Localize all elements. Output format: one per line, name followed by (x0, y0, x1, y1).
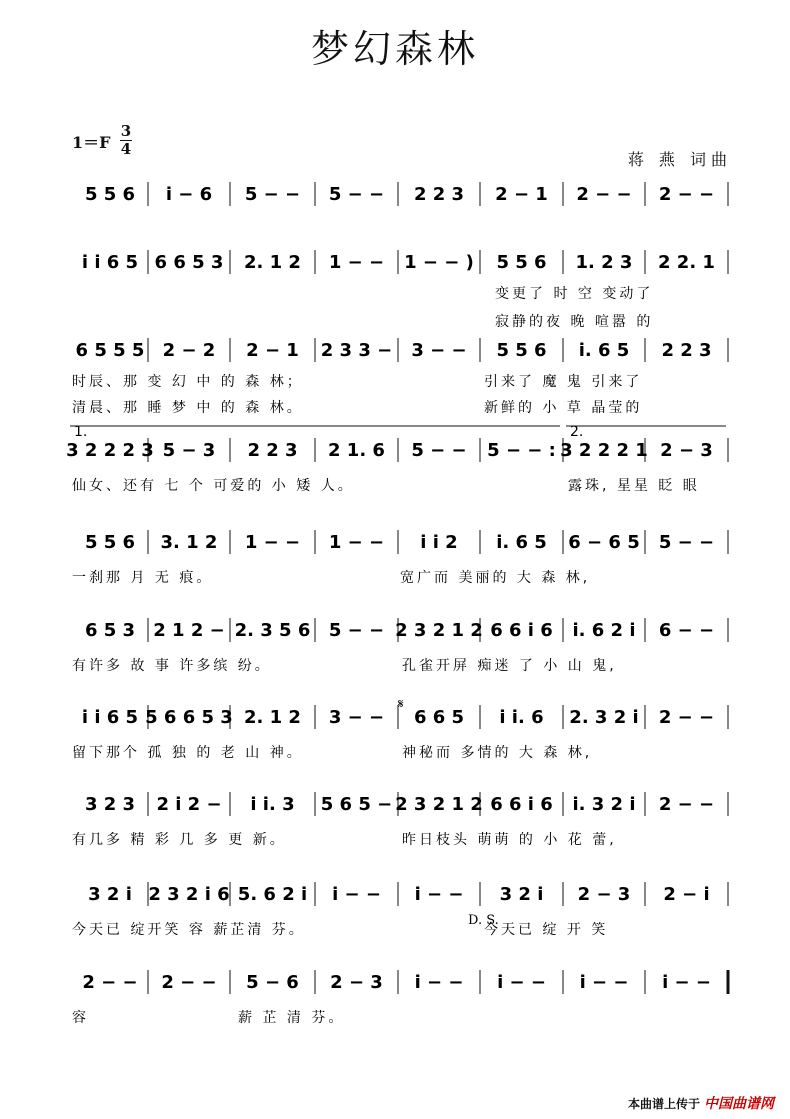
measure-notes: 1 − − (328, 252, 385, 273)
lyric-line: 有几多 精 彩 几 多 更 新。 (72, 832, 287, 848)
measure-notes: 5 − − (411, 440, 467, 461)
measure-notes: 2 2 3 (413, 184, 465, 205)
measure-notes: 2 − − (658, 184, 715, 205)
measure-notes: i − − (414, 884, 464, 905)
measure-notes: 1 − − (328, 532, 385, 553)
lyric-line: 变更了 时 空 变动了 (495, 286, 654, 302)
lyric-line: 宽广而 美丽的 大 森 林, (400, 570, 591, 586)
lyric-line: 神秘而 多情的 大 森 林, (402, 745, 593, 761)
measure-notes: 5 − − : (487, 440, 556, 461)
measure-notes: 2 3 2 i 6 (148, 884, 230, 905)
measure-notes: 3 2 2 2 3 (66, 440, 154, 461)
measure-notes: 5 6 6 5 3 (145, 707, 233, 728)
volta-2: 2. (570, 424, 584, 440)
measure-notes: i i. 3 (250, 794, 295, 815)
measure-notes: 1. 2 3 (575, 252, 633, 273)
measure-notes: 2. 1 2 (244, 707, 301, 728)
lyric-line: 时辰、那 变 幻 中 的 森 林； (72, 374, 304, 390)
lyric-line: 一刹那 月 无 痕。 (72, 570, 214, 586)
measure-notes: 3 − − (411, 340, 467, 361)
measure-notes: 6 6 i 6 (490, 794, 553, 815)
measure-notes: 5 5 6 (84, 532, 136, 553)
measure-notes: i. 6 5 (496, 532, 547, 553)
measure-notes: 3. 1 2 (160, 532, 218, 553)
author-credit: 蒋 燕 词曲 (627, 150, 732, 169)
lyric-line: 有许多 故 事 许多缤 纷。 (72, 658, 272, 674)
measure-notes: 6 6 5 (413, 707, 465, 728)
lyric-line: 露珠, 星星 眨 眼 (568, 478, 700, 494)
measure-notes: i i 6 5 (81, 252, 139, 273)
lyric-line: 昨日枝头 萌萌 的 小 花 蕾, (402, 832, 617, 848)
measure-notes: i − − (579, 972, 629, 993)
site-logo: 中国曲谱网 (704, 1096, 774, 1112)
measure-notes: 2 3 2 1 2 (395, 794, 483, 815)
measure-notes: 5 − − (328, 620, 385, 641)
measure-notes: 5. 6 2 i (237, 884, 308, 905)
lyric-line: 寂静的夜 晚 喧嚣 的 (495, 314, 654, 330)
measure-notes: 3 − − (328, 707, 385, 728)
lyric-line: 孔雀开屏 痴迷 了 小 山 鬼, (402, 658, 617, 674)
volta-1: 1. (74, 424, 88, 440)
measure-notes: 5 5 6 (84, 184, 136, 205)
measure-notes: 2 − − (82, 972, 138, 993)
measure-notes: 3 2 i (499, 884, 544, 905)
measure-notes: 6 − − (658, 620, 715, 641)
measure-notes: 2 2. 1 (658, 252, 715, 273)
measure-notes: 3 2 i (88, 884, 132, 905)
measure-notes: 2 − 2 (162, 340, 216, 361)
lyric-line: 新鲜的 小 草 晶莹的 (484, 400, 643, 416)
lyric-line: 薪 芷 清 芬。 (238, 1010, 346, 1026)
measure-notes: i i. 6 (499, 707, 544, 728)
measure-notes: 2 2 3 (661, 340, 712, 361)
measure-notes: i − − (332, 884, 381, 905)
measure-notes: 2 − 3 (577, 884, 631, 905)
measure-notes: 2 − − (161, 972, 217, 993)
measure-notes: 2 − − (576, 184, 632, 205)
measure-notes: 2. 3 5 6 (234, 620, 311, 641)
measure-notes: 2 − 1 (246, 340, 299, 361)
measure-notes: i i 2 (420, 532, 458, 553)
ds-mark: D. S. (468, 913, 499, 928)
measure-notes: 2. 3 2 i (569, 707, 639, 728)
measure-notes: 5 6 5 − (320, 794, 393, 815)
measure-notes: i. 3 2 i (572, 794, 636, 815)
measure-notes: 3 2 2 2 1 (560, 440, 648, 461)
footer (628, 1093, 774, 1113)
measure-notes: 5 − − (328, 184, 385, 205)
measure-notes: 2 − − (658, 794, 715, 815)
measure-notes: 6 6 5 3 (154, 252, 224, 273)
measure-notes: 5 − 6 (246, 972, 299, 993)
measure-notes: i − − (662, 972, 711, 993)
measure-notes: i i 6 5 (81, 707, 139, 728)
lyric-line: 留下那个 孤 独 的 老 山 神。 (72, 745, 304, 761)
measure-notes: 2 − i (663, 884, 710, 905)
measure-notes: 6 5 3 (84, 620, 136, 641)
measure-notes: i − − (414, 972, 464, 993)
measure-notes: 2 − 1 (495, 184, 548, 205)
measure-notes: 2 3 2 1 2 (395, 620, 483, 641)
key-signature: 1＝F (72, 133, 111, 152)
measure-notes: 6 5 5 5 (75, 340, 145, 361)
lyric-line: 今天已 绽开笑 容 薪芷清 芬。 (72, 922, 306, 938)
measure-notes: 1 − − (244, 532, 301, 553)
lyric-line: 今天已 绽 开 笑 (484, 922, 609, 938)
measure-notes: 2 − 3 (660, 440, 713, 461)
measure-notes: 2 1. 6 (328, 440, 385, 461)
lyric-line: 清晨、那 睡 梦 中 的 森 林。 (72, 400, 304, 416)
lyric-line: 仙女、还有 七 个 可爱的 小 矮 人。 (72, 478, 355, 494)
measure-notes: 6 − 6 5 (568, 532, 640, 553)
measure-notes: 3 2 3 (84, 794, 136, 815)
measure-notes: 2. 1 2 (244, 252, 301, 273)
measure-notes: 2 3 3 − (320, 340, 393, 361)
measure-notes: 5 − − (658, 532, 715, 553)
measure-notes: 5 − − (244, 184, 301, 205)
measure-notes: 5 5 6 (496, 252, 547, 273)
measure-notes: 2 − 3 (330, 972, 383, 993)
measure-notes: 5 − 3 (162, 440, 216, 461)
meter-bottom: 4 (120, 140, 132, 158)
page-title: 梦幻森林 (310, 27, 479, 71)
measure-notes: 2 1 2 − (153, 620, 225, 641)
measure-notes: i − 6 (165, 184, 213, 205)
lyric-line: 容 (72, 1010, 89, 1026)
measure-notes: 2 − − (658, 707, 715, 728)
measure-notes: 2 i 2 − (156, 794, 222, 815)
measure-notes: 2 2 3 (247, 440, 298, 461)
measure-notes: 6 6 i 6 (490, 620, 553, 641)
footer-text: 本曲谱上传于 (627, 1097, 700, 1111)
measure-notes: 5 5 6 (496, 340, 547, 361)
lyric-line: 引来了 魔 鬼 引来了 (484, 374, 643, 390)
meter-top: 3 (120, 122, 132, 140)
measure-notes: i − − (497, 972, 546, 993)
segno-sign: 𝄋 (398, 697, 404, 712)
measure-notes: i. 6 2 i (572, 620, 636, 641)
measure-notes: 1 − − ) (404, 252, 474, 273)
measure-notes: i. 6 5 (578, 340, 630, 361)
